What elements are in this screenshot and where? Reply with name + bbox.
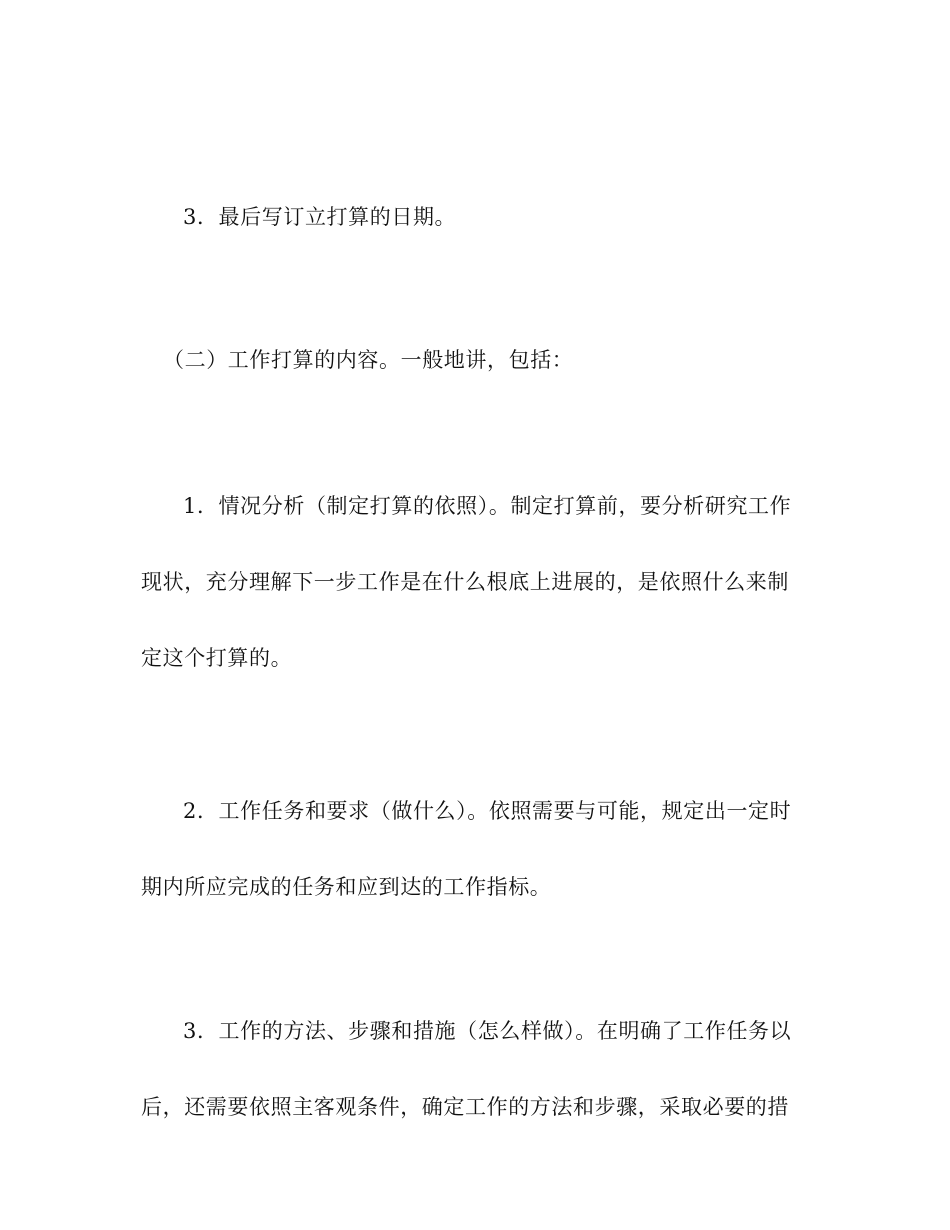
paragraph-line: 定这个打算的。 bbox=[141, 646, 293, 670]
paragraph-line: 后，还需要依照主客观条件，确定工作的方法和步骤，采取必要的措 bbox=[141, 1095, 789, 1119]
paragraph-date-note bbox=[141, 179, 806, 255]
paragraph-line: 1．情况分析（制定打算的依照）。制定打算前，要分析研究工作 bbox=[183, 494, 792, 518]
paragraph-methods-steps bbox=[141, 993, 806, 1145]
paragraph-tasks-requirements bbox=[141, 773, 806, 925]
paragraph-line: 期内所应完成的任务和应到达的工作指标。 bbox=[141, 875, 552, 899]
paragraph-line: 3．最后写订立打算的日期。 bbox=[183, 205, 457, 229]
paragraph-situation-analysis bbox=[141, 468, 806, 696]
paragraph-line: 3．工作的方法、步骤和措施（怎么样做）。在明确了工作任务以 bbox=[183, 1019, 792, 1043]
paragraph-line: 现状，充分理解下一步工作是在什么根底上进展的，是依照什么来制 bbox=[141, 570, 789, 594]
section-heading-plan-content bbox=[141, 322, 806, 398]
paragraph-line: （二）工作打算的内容。一般地讲，包括： bbox=[163, 348, 574, 372]
paragraph-line: 2．工作任务和要求（做什么）。依照需要与可能，规定出一定时 bbox=[183, 799, 792, 823]
